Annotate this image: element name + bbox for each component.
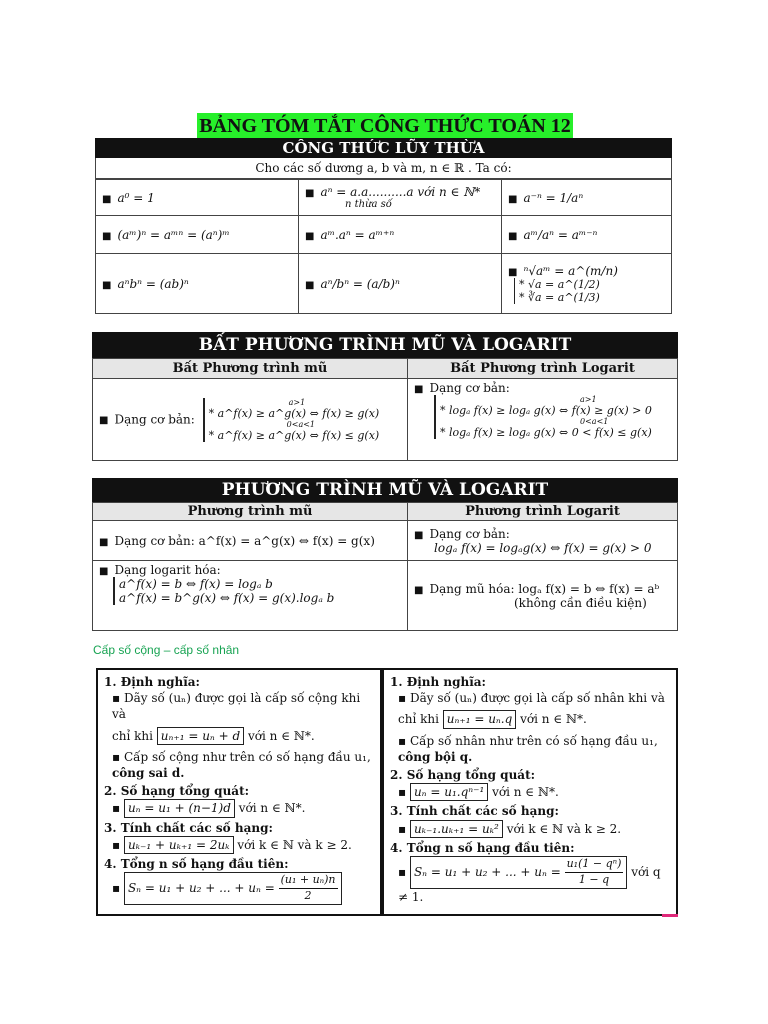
col-head: Phương trình mũ (93, 503, 408, 521)
formula: Dạng mũ hóa: logₐ f(x) = b ⇔ f(x) = aᵇ (429, 581, 660, 596)
col-head: Phương trình Logarit (408, 503, 678, 521)
formula: * logₐ f(x) ≥ logₐ g(x) ⇔ f(x) ≥ g(x) > 0 (440, 404, 652, 417)
formula: aⁿ = a.a..........a với n ∈ ℕ* (320, 185, 481, 199)
text: với q ≠ 1. (398, 864, 661, 904)
formula-box: uₙ₊₁ = uₙ.q (443, 710, 517, 728)
formula: aᵐ/aⁿ = aᵐ⁻ⁿ (523, 227, 598, 242)
note: (không cần điều kiện) (514, 595, 647, 610)
formula-box: uₙ₊₁ = uₙ + d (157, 727, 244, 745)
equation-header: PHƯƠNG TRÌNH MŨ VÀ LOGARIT (92, 478, 678, 502)
formula-box: uₙ = u₁.qⁿ⁻¹ (410, 783, 488, 801)
formula: a⁰ = 1 (117, 190, 155, 205)
text: công bội q. (398, 749, 473, 764)
formula: logₐ f(x) = logₐg(x) ⇔ f(x) = g(x) > 0 (434, 540, 652, 555)
text: chỉ khi (398, 712, 439, 727)
formula: (aᵐ)ⁿ = aᵐⁿ = (aⁿ)ᵐ (117, 227, 230, 242)
text: với k ∈ ℕ và k ≥ 2. (237, 837, 352, 852)
label: Dạng cơ bản: (114, 412, 195, 426)
formula: * a^f(x) ≥ a^g(x) ⇔ f(x) ≤ g(x) (208, 428, 380, 442)
formula: * logₐ f(x) ≥ logₐ g(x) ⇔ 0 < f(x) ≤ g(x) (440, 426, 652, 439)
formula: * √a = a^(1/2) (519, 277, 600, 291)
heading: 3. Tính chất các số hạng: (390, 804, 559, 819)
label: Dạng logarit hóa: (114, 563, 221, 577)
sequence-label: Cấp số cộng – cấp số nhân (93, 643, 240, 657)
formula: * a^f(x) ≥ a^g(x) ⇔ f(x) ≥ g(x) (208, 406, 380, 420)
formula-box: uₙ = u₁ + (n−1)d (124, 799, 235, 817)
col-head: Bất Phương trình mũ (93, 359, 408, 379)
inequality-section: BẤT PHƯƠNG TRÌNH MŨ VÀ LOGARIT Bất Phương trình mũ Bất Phương trình Logarit ■ Dạng cơ bản: a>1 * a^f(x) ≥ a^g(x) ⇔ f(x) ≥ g(x) 0<a<1 * a^f(x) ≥ a^g(x) ⇔ f(x) ≤ g(x) ■ Dạng cơ bản: a>1 * logₐ f(x) ≥ logₐ g(x) ⇔ f(x) ≥ g(x) > 0 0<a<1 * logₐ f(x) ≥ logₐ g(x) ⇔ 0 < f(x) ≤ g(x) (92, 332, 678, 461)
formula: a^f(x) = b^g(x) ⇔ f(x) = g(x).logₐ b (119, 591, 335, 605)
pink-mark (662, 914, 678, 917)
condition: 0<a<1 (580, 417, 609, 426)
denominator: 1 − q (578, 872, 610, 886)
arithmetic-box: 1. Định nghĩa: ▪ Dãy số (uₙ) được gọi là cấp số cộng khi và chỉ khi uₙ₊₁ = uₙ + d với n ∈ ℕ*. ▪ Cấp số cộng như trên có số hạng đầu u₁, công sai d. 2. Số hạng tổng quát: ▪ uₙ = u₁ + (n−1)d với n ∈ ℕ*. 3. Tính chất các số hạng: ▪ uₖ₋₁ + uₖ₊₁ = 2uₖ với k ∈ ℕ và k ≥ 2. 4. Tổng n số hạng đầu tiên: ▪ Sₙ = u₁ + u₂ + ... + uₙ = $\frac{\text{(u₁ + uₙ)n}}{2}$ (96, 668, 382, 916)
formula: a⁻ⁿ = 1/aⁿ (523, 190, 584, 205)
text: Cấp số nhân như trên có số hạng đầu u₁, (409, 733, 658, 748)
numerator: u₁(1 − qⁿ) (565, 857, 624, 873)
text: chỉ khi (112, 728, 153, 743)
formula: Dạng cơ bản: a^f(x) = a^g(x) ⇔ f(x) = g(x) (114, 533, 375, 548)
heading: 2. Số hạng tổng quát: (390, 767, 536, 782)
formula-box: uₖ₋₁.uₖ₊₁ = uₖ² (410, 820, 503, 838)
heading: 1. Định nghĩa: (104, 675, 200, 689)
formula: ⁿ√aᵐ = a^(m/n) (523, 263, 618, 278)
formula: aⁿ/bⁿ = (a/b)ⁿ (320, 276, 400, 291)
formula-note: n thừa số (345, 199, 392, 210)
inequality-header: BẤT PHƯƠNG TRÌNH MŨ VÀ LOGARIT (92, 332, 678, 358)
heading: 3. Tính chất các số hạng: (104, 820, 273, 835)
geometric-box: 1. Định nghĩa: ▪ Dãy số (uₙ) được gọi là cấp số nhân khi và chỉ khi uₙ₊₁ = uₙ.q với n ∈ ℕ*. ▪ Cấp số nhân như trên có số hạng đầu u₁, công bội q. 2. Số hạng tổng quát: ▪ uₙ = u₁.qⁿ⁻¹ với n ∈ ℕ*. 3. Tính chất các số hạng: ▪ uₖ₋₁.uₖ₊₁ = uₖ² với k ∈ ℕ và k ≥ 2. 4. Tổng n số hạng đầu tiên: ▪ Sₙ = u₁ + u₂ + ... + uₙ = $\frac{\text{u₁(1 − qⁿ)}}{1 - q}$ với q ≠ 1. (382, 668, 678, 916)
formula: Sₙ = u₁ + u₂ + ... + uₙ = (127, 880, 275, 895)
heading: 4. Tổng n số hạng đầu tiên: (390, 840, 575, 855)
text: công sai d. (112, 765, 185, 780)
power-intro: Cho các số dương a, b và m, n ∈ ℝ . Ta có: (95, 158, 672, 179)
formula: Sₙ = u₁ + u₂ + ... + uₙ = (413, 864, 561, 879)
text: với n ∈ ℕ*. (520, 712, 587, 727)
formula: aⁿbⁿ = (ab)ⁿ (117, 276, 189, 291)
denominator: 2 (304, 888, 312, 902)
text: Cấp số cộng như trên có số hạng đầu u₁, (123, 749, 371, 764)
text: Dãy số (uₙ) được gọi là cấp số cộng khi và (112, 691, 361, 722)
text: Dãy số (uₙ) được gọi là cấp số nhân khi và (409, 691, 665, 706)
numerator: (u₁ + uₙ)n (279, 873, 338, 889)
power-section: CÔNG THỨC LŨY THỪA Cho các số dương a, b và m, n ∈ ℝ . Ta có: ■ a⁰ = 1 ■ aⁿ = a.a..........a với n ∈ ℕ* n thừa số ■ a⁻ⁿ = 1/aⁿ ■ (aᵐ)ⁿ = aᵐⁿ = (aⁿ)ᵐ ■ aᵐ.aⁿ = aᵐ⁺ⁿ ■ aᵐ/aⁿ = aᵐ⁻ⁿ ■ aⁿbⁿ = (ab)ⁿ ■ aⁿ/bⁿ = (a/b)ⁿ ■ ⁿ√aᵐ = a^(m/n) * √a = a^(1/2) * ∛a = a^(1/3) (95, 138, 672, 314)
power-header: CÔNG THỨC LŨY THỪA (95, 138, 672, 158)
text: với n ∈ ℕ*. (238, 801, 306, 816)
condition: 0<a<1 (286, 419, 316, 429)
label: Dạng cơ bản: (429, 526, 510, 541)
text: với n ∈ ℕ*. (492, 785, 559, 800)
label: Dạng cơ bản: (429, 381, 510, 395)
page-title: BẢNG TÓM TẮT CÔNG THỨC TOÁN 12 (197, 113, 573, 139)
heading: 4. Tổng n số hạng đầu tiên: (104, 856, 289, 871)
heading: 1. Định nghĩa: (390, 675, 486, 689)
condition: a>1 (580, 395, 597, 404)
formula-box: uₖ₋₁ + uₖ₊₁ = 2uₖ (124, 836, 234, 854)
col-head: Bất Phương trình Logarit (408, 359, 678, 379)
equation-section: PHƯƠNG TRÌNH MŨ VÀ LOGARIT Phương trình mũ Phương trình Logarit ■ Dạng cơ bản: a^f(x) = a^g(x) ⇔ f(x) = g(x) ■ Dạng cơ bản: logₐ f(x) = logₐg(x) ⇔ f(x) = g(x) > 0 ■ Dạng logarit hóa: a^f(x) = b ⇔ f(x) = logₐ b a^f(x) = b^g(x) ⇔ f(x) = g(x).logₐ b ■ Dạng mũ hóa: logₐ f(x) = b ⇔ f(x) = aᵇ (không cần điều kiện) (92, 478, 678, 631)
text: với n ∈ ℕ*. (248, 728, 315, 743)
text: với k ∈ ℕ và k ≥ 2. (506, 821, 622, 836)
condition: a>1 (288, 397, 306, 407)
formula: * ∛a = a^(1/3) (519, 290, 600, 304)
formula: a^f(x) = b ⇔ f(x) = logₐ b (119, 577, 273, 591)
heading: 2. Số hạng tổng quát: (104, 784, 250, 799)
formula: aᵐ.aⁿ = aᵐ⁺ⁿ (320, 227, 395, 242)
